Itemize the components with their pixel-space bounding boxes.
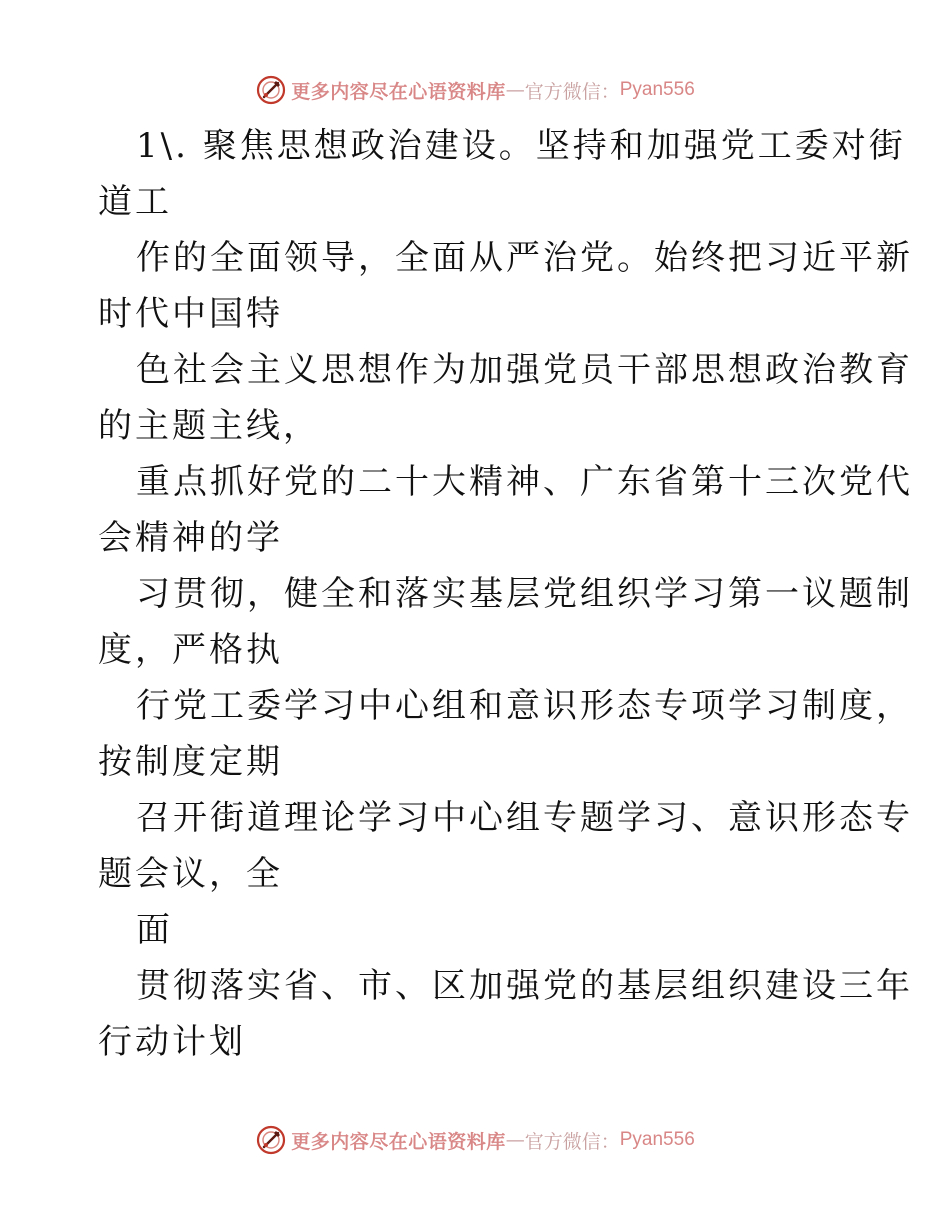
body-line-3: 作的全面领导，全面从严治党。始终把习近平新	[136, 238, 913, 278]
banner-separator: —	[505, 79, 525, 101]
body-line-16: 贯彻落实省、市、区加强党的基层组织建设三年	[136, 966, 913, 1006]
header-banner	[0, 70, 950, 110]
brand-logo-icon	[255, 74, 287, 106]
body-line-11: 行党工委学习中心组和意识形态专项学习制度，	[136, 686, 913, 726]
body-line-2: 道工	[98, 182, 172, 222]
banner-wechat-label: 官方微信：	[524, 1130, 620, 1153]
banner-wechat-id: Pyan556	[619, 79, 695, 100]
body-line-13: 召开街道理论学习中心组专题学习、意识形态专	[136, 798, 913, 838]
body-line-15: 面	[136, 910, 173, 950]
document-body	[98, 118, 913, 1070]
body-line-8: 会精神的学	[98, 518, 283, 558]
body-line-17: 行动计划	[98, 1022, 246, 1062]
body-line-9: 习贯彻，健全和落实基层党组织学习第一议题制	[136, 574, 913, 614]
footer-banner	[0, 1120, 950, 1160]
body-line-1: 1\. 聚焦思想政治建设。坚持和加强党工委对街	[136, 126, 906, 166]
banner-brand-text: 更多内容尽在心语资料库	[291, 1130, 506, 1153]
banner-brand-text: 更多内容尽在心语资料库	[291, 80, 506, 103]
banner-wechat-id: Pyan556	[619, 1129, 695, 1150]
body-line-14: 题会议，全	[98, 854, 283, 894]
banner-separator: —	[505, 1129, 525, 1151]
body-line-5: 色社会主义思想作为加强党员干部思想政治教育	[136, 350, 913, 390]
body-line-6: 的主题主线，	[98, 406, 320, 446]
body-line-12: 按制度定期	[98, 742, 283, 782]
brand-logo-icon	[255, 1124, 287, 1156]
banner-wechat-label: 官方微信：	[524, 80, 620, 103]
body-line-10: 度，严格执	[98, 630, 283, 670]
body-line-7: 重点抓好党的二十大精神、广东省第十三次党代	[136, 462, 913, 502]
body-line-4: 时代中国特	[98, 294, 283, 334]
